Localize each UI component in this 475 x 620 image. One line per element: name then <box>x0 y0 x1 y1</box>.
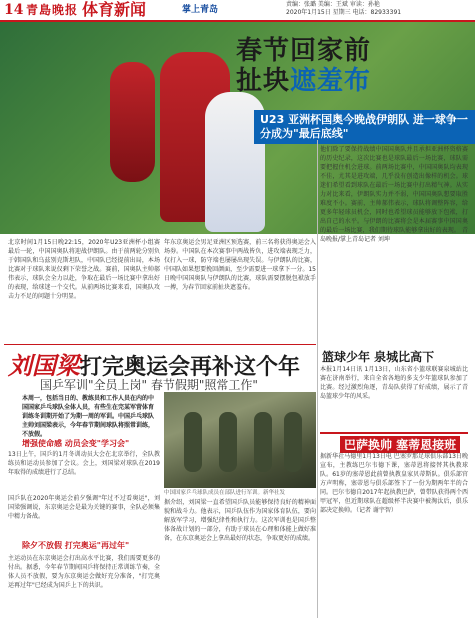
player-figure <box>110 62 155 182</box>
feature-subheading-2: 除夕不放假 打完奥运"再过年" <box>22 541 130 550</box>
brand-logo: 青島晚报 <box>26 3 79 17</box>
soldier-figure <box>219 412 237 472</box>
app-name: 掌上青岛 <box>182 5 219 15</box>
lead-headline <box>236 36 466 96</box>
lead-column-1: 北京时间1月15日晚22:15，2020年U23亚洲杯小组赛最后一轮，中国国奥队将迎战伊朗队。由于前两轮分别负于韩国队和乌兹别克斯坦队，中国队已经提前出局，本场比赛对于球队来说仅剩下荣誉之战。赛前，国奥队主帅郝伟表示，球队会全力以赴，争取在最后一场比赛中拿出好的表现，给球迷一个交代。从前两场比赛来看，国奥队攻击力不足的问题十分明显。 <box>8 239 160 300</box>
brief-divider <box>320 432 468 434</box>
date-line: 2020年1月15日 星期三 电话：82933391 <box>286 9 402 16</box>
column-divider <box>317 140 318 618</box>
feature-subheading-1: 增强使命感 动员会变"学习会" <box>22 439 130 448</box>
headline-line-1: 春节回家前 <box>236 36 372 66</box>
brief-2-title: 巴萨换帅 塞蒂恩接班 <box>340 436 460 453</box>
headline-name: 刘国梁 <box>8 351 80 380</box>
headline-part: 扯块 <box>236 66 291 96</box>
feature-photo-caption: 中国国家乒乓球队成员在部队进行军训。新华社发 <box>164 490 286 496</box>
feature-column-2: 国乒队在2020年奥运会前夕强调"年过不过看奥运"，刘国梁强调说，东京奥运会是最为关键的赛事，全队必须集中精力备战。 <box>8 495 160 520</box>
headline-rest: 打完奥运会再补这个年 <box>80 354 301 380</box>
page-number: 14 <box>4 2 24 18</box>
brief-1-title: 篮球少年 泉城比高下 <box>322 350 435 364</box>
masthead-meta <box>286 1 472 17</box>
feature-column-4: 据介绍，刘国梁一直希望国乒队员能够保持良好的精神面貌和战斗力。他表示，国乒队伍作为国家体育队伍，要向解放军学习，增强纪律性和执行力。这次军训也是国乒整体备战计划的一部分，有助于球员在心理和体能上做好准备，在东京奥运会上拿出最好的状态，争取更好的成绩。 <box>164 499 316 542</box>
lead-column-3: 他们除了要保持战绩中国国奥队并且承担亚洲杯资格赛的历史纪录，这次比赛也是球队最后一场比赛，球队需要把握住机会进球。前两场比赛中，中国国奥队均表现不佳，尤其是进攻端，几乎没有创造出像样的机会。球迷们希望看到球队在最后一场比赛中打出精气神。从实力对比来看，伊朗队实力并不弱，中国国奥队想要取胜难度不小。赛前，主帅郝伟表示，球队将调整阵容，给更多年轻球员机会，同时也希望球员能够放下包袱，打出自己的水平。与伊朗的比赛将会是本届赛事中国国奥的最后一场比赛，我们期待球队能够拿出好的表现。 青岛晚报/掌上青岛记者 刘坤 <box>320 146 468 243</box>
editor-line: 责编：张璐 美编：王斌 审读：孙艳 <box>286 1 380 8</box>
feature-photo <box>164 392 316 488</box>
feature-subhead: 国乒军训"全员上岗" 春节假期"照常工作" <box>40 378 258 392</box>
feature-lead: 本周一，包括当日的、教练员和工作人员在内的中国国家乒乓球队全体人员，有些生在完某军营体育训练冬训期开始了为期一周的军训。中国乒乓球队主帅刘国梁表示，今年春节期间球队将照常训练，不放假。 <box>22 395 155 438</box>
masthead <box>0 0 475 22</box>
feature-column-1: 13日上午，国乒的1月冬训动员大会在北京举行，全队教练员和运动员参加了会议。会上，刘国梁对球队在2019年取得的成绩进行了总结。 <box>8 451 160 476</box>
headline-line-2 <box>236 66 466 96</box>
brief-2-body: 据新华社马德里1月13日电 巴塞罗那足球俱乐部13日晚宣布，主教练巴尔韦德下课，塞蒂恩将接替其执教球队。61岁的塞蒂恩此前曾执教皇家贝蒂斯队。俱乐部官方声明称，塞蒂恩与俱乐部签下了一份为期两年半的合同。巴尔韦德自2017年起执教巴萨，曾带队获得两个西甲冠军，但近期球队在超级杯半决赛中被淘汰后，俱乐部决定换帅。（记者 谢宇智） <box>320 453 468 514</box>
soldier-figure <box>254 412 272 472</box>
soldier-figure <box>184 412 202 472</box>
brief-1-body: 本报1月14日讯 1月13日，山东省小篮球联赛泉城站比赛在济南举行，来自全省各地的多支少年篮球队参加了比赛。经过激烈角逐，青岛队获得了好成绩，展示了青岛篮球少年的风采。 <box>320 366 468 400</box>
lead-column-2: 年东京奥运会男足亚洲区预选赛，前三名将获得奥运会入场券。中国队在本次赛事中两战皆负，进攻端表现乏力，仅打入一球，防守端也屡屡出现失误。与伊朗队的比赛，中国队如果想要挽回颜面，至少需要进一球拿下一分。15日晚中国国奥队与伊朗队的比赛，球队需要摆脱包袱放手一搏，为春节回家前扯块遮羞布。 <box>164 239 316 291</box>
section-title: 体育新闻 <box>82 0 147 19</box>
lead-subhead: U23 亚洲杯国奥今晚战伊朗队 进一球争一分成为"最后底线" <box>254 110 475 144</box>
headline-highlight: 遮羞布 <box>290 66 372 96</box>
feature-column-3: 主运动员在东京奥运会打出高水平比赛，我们需要更多的付出。据悉，今年春节期间国乒将保持正常训练节奏，全体人员不放假，要为东京奥运会做好充分准备，"打完奥运再过年"已经成为国乒上下的共识。 <box>8 555 160 589</box>
section-divider <box>4 344 316 345</box>
soldier-figure <box>284 412 302 472</box>
